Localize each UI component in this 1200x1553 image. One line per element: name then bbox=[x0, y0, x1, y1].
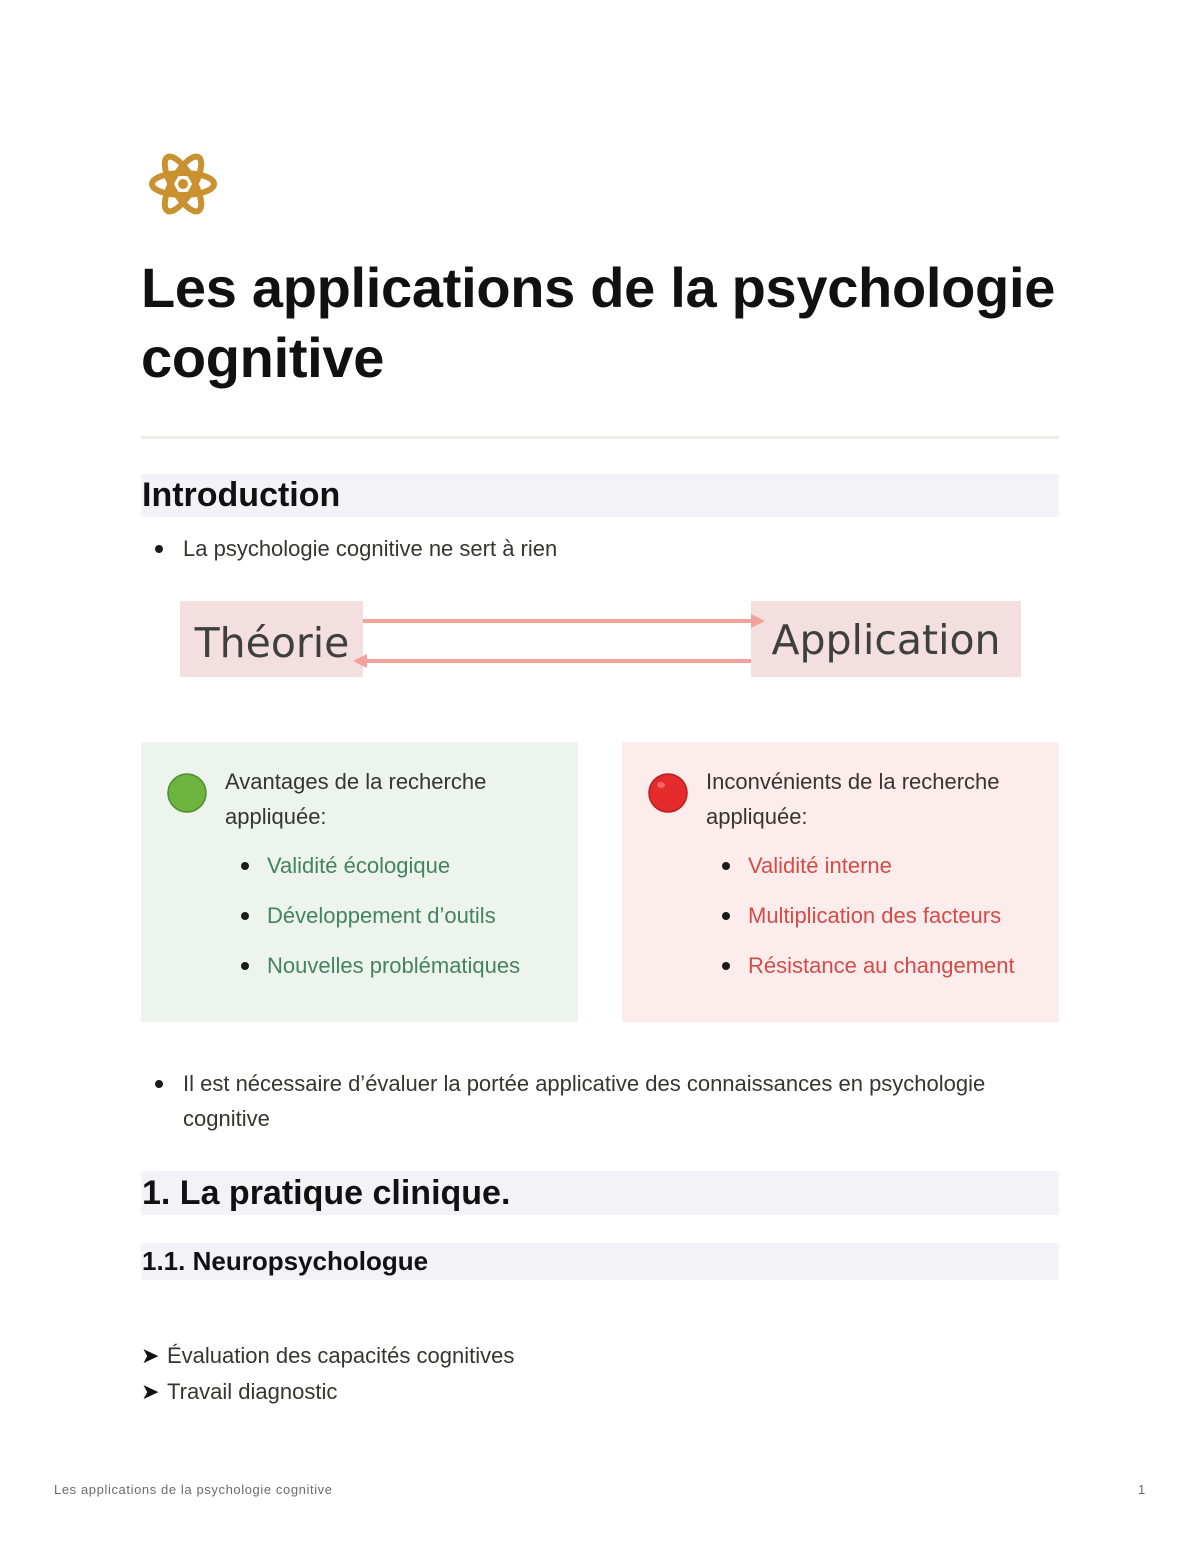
theory-label: Théorie bbox=[194, 619, 350, 667]
list-item-text: Travail diagnostic bbox=[167, 1379, 338, 1404]
bullet-icon bbox=[241, 912, 249, 920]
list-item bbox=[141, 531, 1059, 566]
theory-application-diagram bbox=[180, 600, 1022, 680]
bullet-icon bbox=[241, 862, 249, 870]
list-item: Multiplication des facteurs bbox=[706, 898, 1046, 948]
list-item-text: Il est nécessaire d’évaluer la portée applicative des connaissances en psychologie cognitive bbox=[183, 1071, 986, 1131]
atom-icon bbox=[146, 145, 220, 223]
list-item bbox=[141, 1066, 1059, 1136]
bullet-icon bbox=[722, 962, 730, 970]
footer-title: Les applications de la psychologie cognitive bbox=[54, 1482, 333, 1497]
callout-disadvantages bbox=[622, 742, 1059, 1022]
bullet-icon bbox=[722, 912, 730, 920]
list-item-text: La psychologie cognitive ne sert à rien bbox=[183, 536, 558, 561]
advantages-list bbox=[225, 848, 565, 998]
page-number: 1 bbox=[1138, 1482, 1146, 1497]
list-item: Résistance au changement bbox=[706, 948, 1046, 998]
arrow-right-icon: ➤ bbox=[141, 1379, 160, 1404]
heading-introduction: Introduction bbox=[141, 474, 1059, 517]
callout-title: Inconvénients de la recherche appliquée: bbox=[706, 769, 1000, 829]
bullet-icon bbox=[722, 862, 730, 870]
callout-title: Avantages de la recherche appliquée: bbox=[225, 769, 487, 829]
callout-advantages bbox=[141, 742, 578, 1022]
bullet-icon bbox=[155, 1080, 163, 1088]
list-item: Développement d’outils bbox=[225, 898, 565, 948]
list-item: Validité écologique bbox=[225, 848, 565, 898]
heading-section-1: 1. La pratique clinique. bbox=[141, 1171, 1059, 1215]
list-item: Validité interne bbox=[706, 848, 1046, 898]
arrow-right-icon: ➤ bbox=[141, 1343, 160, 1368]
bullet-icon bbox=[241, 962, 249, 970]
list-item-text: Évaluation des capacités cognitives bbox=[167, 1343, 515, 1368]
green-circle-icon bbox=[167, 773, 207, 813]
divider bbox=[141, 436, 1059, 439]
arrow-list-item bbox=[141, 1374, 337, 1409]
application-label: Application bbox=[771, 616, 1001, 664]
bullet-icon bbox=[155, 545, 163, 553]
list-item: Nouvelles problématiques bbox=[225, 948, 565, 998]
red-circle-icon bbox=[648, 773, 688, 813]
heading-subsection-1-1: 1.1. Neuropsychologue bbox=[141, 1243, 1059, 1280]
page-title: Les applications de la psychologie cognitive bbox=[141, 256, 1056, 389]
disadvantages-list bbox=[706, 848, 1046, 998]
arrow-list-item bbox=[141, 1338, 514, 1373]
